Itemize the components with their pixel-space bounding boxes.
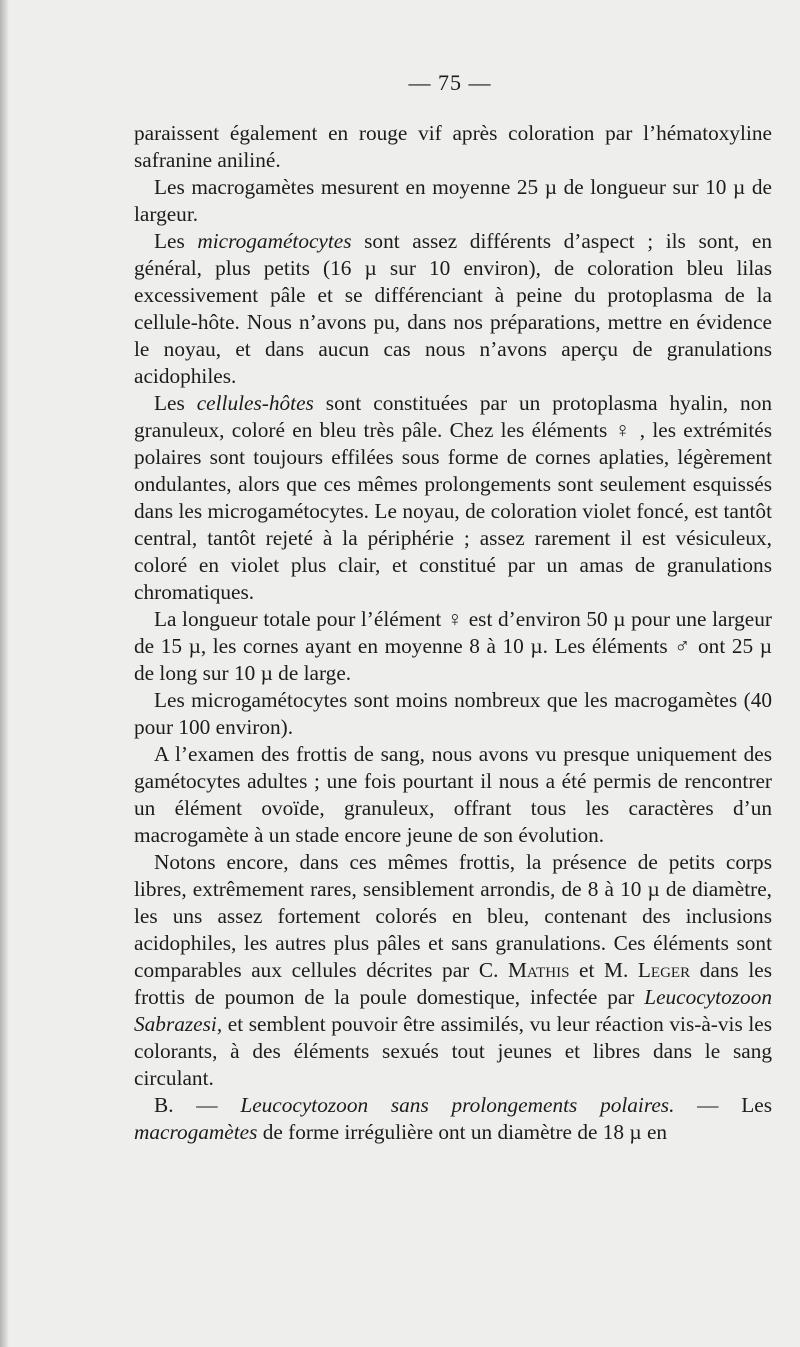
section-heading-b: Leucocytozoon sans prolongements polaires. [240,1093,675,1117]
paragraph-4 [134,390,772,606]
paragraph-9-text-b: de forme irrégulière ont un diamètre de 18 µ en [257,1120,668,1144]
paragraph-5 [134,606,772,687]
paragraph-6-text: Les microgamétocytes sont moins nombreux que les macrogamètes (40 pour 100 environ). [134,688,772,739]
paragraph-8-text-c: dans les frottis de poumon de la poule domestique, infectée par [134,958,772,1009]
paragraph-1-text: paraissent également en rouge vif après coloration par l’hématoxyline safranine aniliné. [134,121,772,172]
term-macrogametes: macrogamètes [134,1120,258,1144]
paragraph-8-text-a: Notons encore, dans ces mêmes frottis, la présence de petits corps libres, extrêmement rares, sensiblement arrondis, de 8 à 10 µ de diamètre, les uns assez fortement colorés en bleu, contenant des inclusions acidophiles, les autres plus pâles et sans granulations. Ces éléments sont comparables aux cellules décrites par C. [134,850,772,982]
page-number: — 75 — [408,70,492,95]
paragraph-3-text: sont assez différents d’aspect ; ils sont, en général, plus petits (16 µ sur 10 environ), de coloration bleu lilas excessivement pâle et se différenciant à peine du protoplasma de la cellule-hôte. Nous n’avons pu, dans nos préparations, mettre en évidence le noyau, et dans aucun cas nous n’avons aperçu de granulations acidophiles. [134,229,772,388]
paragraph-4-text: sont constituées par un protoplasma hyalin, non granuleux, coloré en bleu très pâle. Chez les éléments ♀ , les extrémités polaires sont toujours effilées sous forme de cornes aplaties, légèrement ondulantes, alors que ces mêmes prolongements sont seulement esquissés dans les microgamétocytes. Le noyau, de coloration violet foncé, est tantôt central, tantôt rejeté à la périphérie ; assez rarement il est vésiculeux, coloré en violet plus clair, et constitué par un amas de granulations chromatiques. [134,391,772,604]
paragraph-3 [134,228,772,390]
paragraph-9-text-a: — Les [674,1093,772,1117]
paragraph-3-lead: Les [154,229,198,253]
paragraph-8-text-b: et M. [569,958,638,982]
paragraph-2-text: Les macrogamètes mesurent en moyenne 25 µ de longueur sur 10 µ de largeur. [134,175,772,226]
page-edge-shadow [0,0,9,1347]
paragraph-7 [134,741,772,849]
paragraph-8 [134,849,772,1092]
paragraph-9 [134,1092,772,1146]
paragraph-5-text: La longueur totale pour l’élément ♀ est d’environ 50 µ pour une largeur de 15 µ, les cornes ayant en moyenne 8 à 10 µ. Les éléments ♂ ont 25 µ de long sur 10 µ de large. [134,607,772,685]
paragraph-8-text-d: et semblent pouvoir être assimilés, vu leur réaction vis-à-vis les colorants, à des éléments sexués tout jeunes et libres dans le sang circulant. [134,1012,772,1090]
author-mathis: Mathis [508,958,570,982]
author-leger: Leger [637,958,691,982]
body-text [134,120,772,1146]
paragraph-4-lead: Les [154,391,197,415]
term-leucocytozoon-sabrazesi: Leucocytozoon Sabrazesi, [134,985,772,1036]
term-microgametocytes: microgamétocytes [197,229,352,253]
term-cellules-hotes: cellules-hôtes [196,391,314,415]
paragraph-2 [134,174,772,228]
paragraph-9-lead: B. — [154,1093,241,1117]
paragraph-1 [134,120,772,174]
paragraph-6 [134,687,772,741]
paragraph-7-text: A l’examen des frottis de sang, nous avons vu presque uniquement des gamétocytes adultes ; une fois pourtant il nous a été permis de rencontrer un élément ovoïde, granuleux, offrant tous les caractères d’un macrogamète à un stade encore jeune de son évolution. [134,742,772,847]
